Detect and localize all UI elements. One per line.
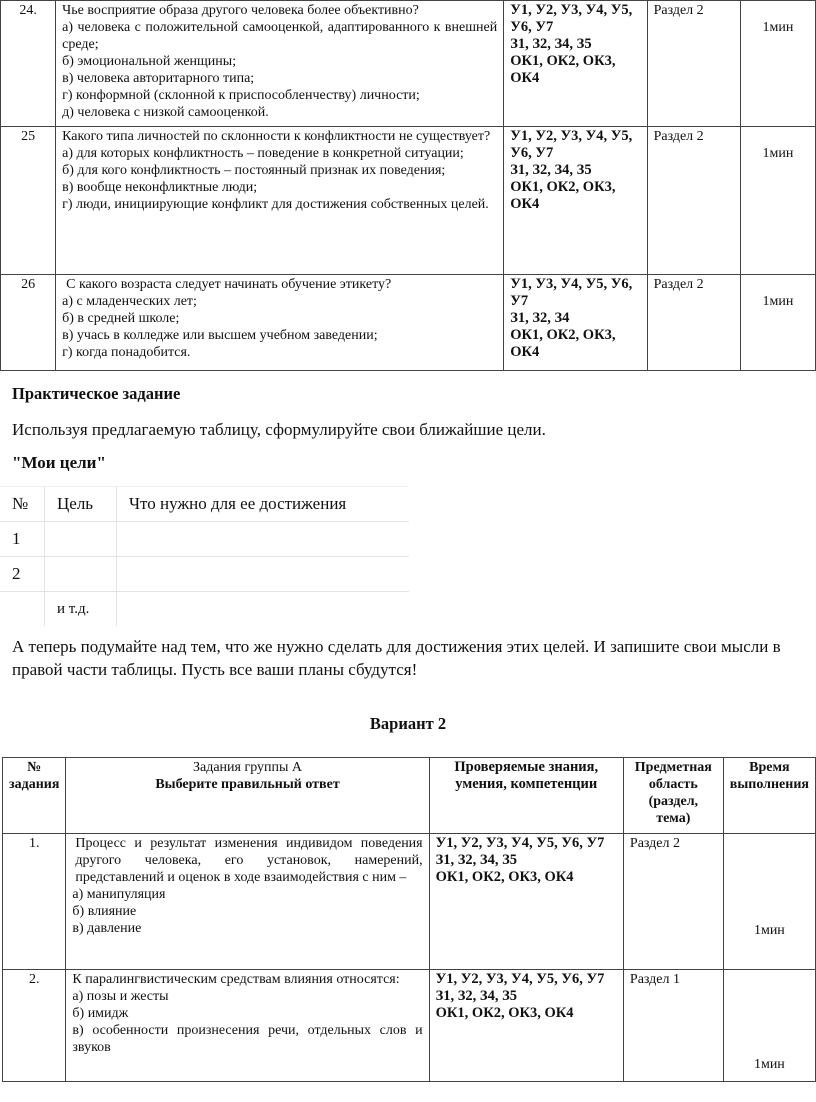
competencies-cell — [504, 275, 647, 371]
how-to-achieve-cell[interactable] — [117, 592, 410, 627]
table-row — [1, 127, 816, 275]
goal-number: 2 — [0, 557, 45, 592]
answer-option: а) с младенческих лет; — [62, 294, 197, 309]
answer-option: б) в средней школе; — [62, 311, 180, 326]
general-competency-codes: ОК1, ОК2, ОК3, ОК4 — [510, 327, 616, 360]
knowledge-codes: З1, З2, З4 — [510, 310, 570, 326]
how-to-achieve-cell[interactable] — [117, 522, 410, 557]
header-task — [66, 758, 429, 834]
question-text: С какого возраста следует начинать обучение этикету? — [66, 277, 392, 292]
time-cell: 1мин — [723, 834, 815, 970]
question-text: Чье восприятие образа другого человека более объективно? — [62, 3, 419, 18]
question-text: Какого типа личностей по склонности к конфликтности не существует? — [62, 129, 491, 144]
answer-option: б) для кого конфликтность – постоянный признак их поведения; — [62, 163, 446, 178]
answer-option: в) особенности произнесения речи, отдельных слов и звуков — [72, 1023, 423, 1055]
goals-table-header — [0, 487, 409, 522]
answer-option: г) когда понадобится. — [62, 345, 191, 360]
time-cell: 1мин — [740, 275, 815, 371]
answer-option: а) человека с положительной самооценкой, адаптированного к внешней среде; — [62, 20, 498, 52]
question-cell — [56, 275, 504, 371]
question-cell — [56, 127, 504, 275]
knowledge-codes: З1, З2, З4, З5 — [510, 162, 592, 178]
answer-option: б) эмоциональной женщины; — [62, 54, 237, 69]
answer-option: г) люди, инициирующие конфликт для достижения собственных целей. — [62, 197, 489, 212]
question-number: 2. — [3, 970, 66, 1082]
knowledge-codes: З1, З2, З4, З5 — [435, 988, 517, 1004]
header-goal: Цель — [45, 487, 117, 522]
etc-cell: и т.д. — [45, 592, 117, 627]
goal-number — [0, 592, 45, 627]
time-cell: 1мин — [723, 970, 815, 1082]
answer-option: а) для которых конфликтность – поведение в конкретной ситуации; — [62, 146, 464, 161]
practical-task-closing-text: А теперь подумайте над тем, что же нужно сделать для достижения этих целей. И запишите свои мысли в правой части таблицы. Пусть все ваши планы сбудутся! — [12, 637, 781, 679]
skills-codes: У1, У2, У3, У4, У5, У6, У7 — [435, 835, 605, 851]
section-cell: Раздел 2 — [647, 275, 740, 371]
question-number: 1. — [3, 834, 66, 970]
header-number: № — [0, 487, 45, 522]
general-competency-codes: ОК1, ОК2, ОК3, ОК4 — [510, 179, 616, 212]
table-row — [1, 275, 816, 371]
general-competency-codes: ОК1, ОК2, ОК3, ОК4 — [510, 53, 616, 86]
table-row — [3, 834, 816, 970]
question-number: 25 — [1, 127, 56, 275]
table-row — [1, 1, 816, 127]
answer-option: а) манипуляция — [72, 887, 166, 902]
competencies-cell — [429, 834, 623, 970]
answer-option: в) вообще неконфликтные люди; — [62, 180, 258, 195]
competencies-cell — [504, 1, 647, 127]
answer-option: в) человека авторитарного типа; — [62, 71, 255, 86]
question-text: Процесс и результат изменения индивидом поведения другого человека, его установок, намерений, представлений и оценок в ходе взаимодействия с ним – — [75, 836, 423, 885]
header-section: Предметная область (раздел, тема) — [623, 758, 723, 834]
question-text: К паралингвистическим средствам влияния относятся: — [72, 972, 400, 987]
header-competencies: Проверяемые знания, умения, компетенции — [429, 758, 623, 834]
table-header-row — [3, 758, 816, 834]
goals-table — [0, 486, 409, 626]
answer-option: б) влияние — [72, 904, 137, 919]
header-how-to-achieve: Что нужно для ее достижения — [117, 487, 410, 522]
answer-option: б) имидж — [72, 1006, 129, 1021]
skills-codes: У1, У2, У3, У4, У5, У6, У7 — [510, 128, 633, 161]
general-competency-codes: ОК1, ОК2, ОК3, ОК4 — [435, 1005, 574, 1021]
questions-table-variant1 — [0, 0, 816, 371]
time-cell: 1мин — [740, 127, 815, 275]
answer-option: г) конформной (склонной к приспособленчеству) личности; — [62, 88, 420, 103]
question-cell — [66, 834, 429, 970]
table-row — [0, 557, 409, 592]
question-number: 26 — [1, 275, 56, 371]
competencies-cell — [504, 127, 647, 275]
goal-number: 1 — [0, 522, 45, 557]
skills-codes: У1, У2, У3, У4, У5, У6, У7 — [435, 971, 605, 987]
practical-task-instructions: Используя предлагаемую таблицу, сформулируйте свои ближайшие цели. — [12, 420, 546, 439]
competencies-cell — [429, 970, 623, 1082]
skills-codes: У1, У2, У3, У4, У5, У6, У7 — [510, 2, 633, 35]
header-task-instruction: Выберите правильный ответ — [155, 777, 340, 792]
table-row — [3, 970, 816, 1082]
answer-option: в) давление — [72, 921, 142, 936]
question-cell — [66, 970, 429, 1082]
time-cell: 1мин — [740, 1, 815, 127]
section-cell: Раздел 2 — [623, 834, 723, 970]
answer-option: д) человека с низкой самооценкой. — [62, 105, 269, 120]
knowledge-codes: З1, З2, З4, З5 — [510, 36, 592, 52]
section-cell: Раздел 2 — [647, 127, 740, 275]
header-task-number: № задания — [3, 758, 66, 834]
answer-option: в) учась в колледже или высшем учебном заведении; — [62, 328, 378, 343]
section-cell: Раздел 2 — [647, 1, 740, 127]
practical-task-heading: Практическое задание — [12, 384, 181, 403]
goal-cell[interactable] — [45, 522, 117, 557]
goals-table-title: "Мои цели" — [12, 453, 106, 472]
answer-option: а) позы и жесты — [72, 989, 169, 1004]
variant-2-title: Вариант 2 — [369, 714, 447, 733]
questions-table-variant2 — [2, 757, 816, 1082]
general-competency-codes: ОК1, ОК2, ОК3, ОК4 — [435, 869, 574, 885]
goal-cell[interactable] — [45, 557, 117, 592]
how-to-achieve-cell[interactable] — [117, 557, 410, 592]
header-time: Время выполнения — [723, 758, 815, 834]
table-row — [0, 592, 409, 627]
question-cell — [56, 1, 504, 127]
header-task-group: Задания группы А — [192, 760, 303, 775]
section-cell: Раздел 1 — [623, 970, 723, 1082]
question-number: 24. — [1, 1, 56, 127]
table-row — [0, 522, 409, 557]
knowledge-codes: З1, З2, З4, З5 — [435, 852, 517, 868]
skills-codes: У1, У3, У4, У5, У6, У7 — [510, 276, 633, 309]
